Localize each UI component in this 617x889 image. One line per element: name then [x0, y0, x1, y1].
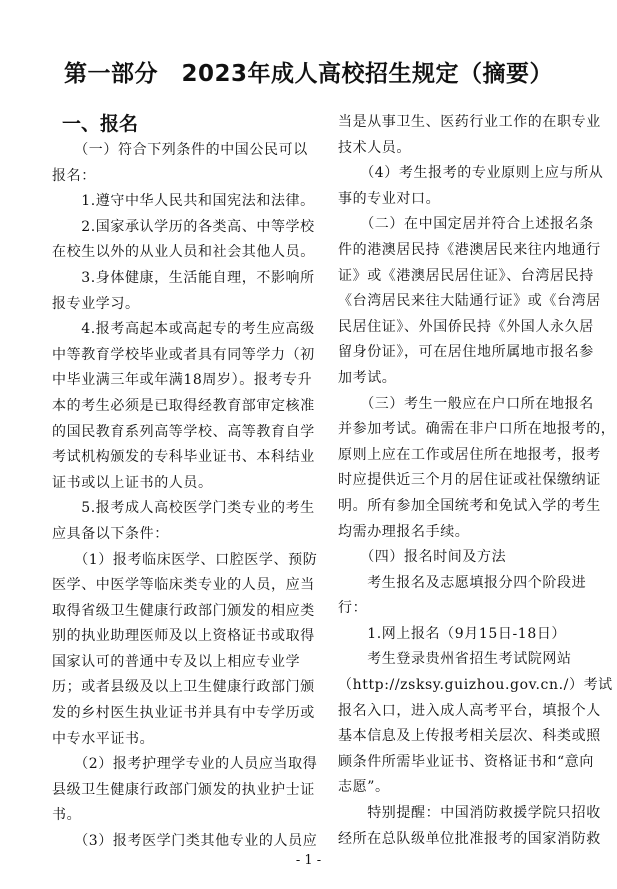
- text-line: 报名：: [52, 167, 96, 184]
- text-line: 证书或以上证书的人员。: [52, 474, 213, 491]
- text-line: 特别提醒：中国消防救援学院只招收: [338, 805, 601, 822]
- text-line: （2）报考护理学专业的人员应当取得: [52, 756, 318, 773]
- page-number: - 1 -: [295, 853, 322, 868]
- text-line: （3）报考医学门类其他专业的人员应: [52, 833, 318, 850]
- text-line: 应具备以下条件：: [52, 525, 169, 542]
- right-column: [338, 110, 616, 852]
- text-line: 并参加考试。确需在非户口所在地报考的，: [338, 421, 616, 438]
- text-line: （1）报考临床医学、口腔医学、预防: [52, 551, 318, 568]
- text-line: 医学、中医学等临床类专业的人员，应当: [52, 577, 315, 594]
- text-line: 发的乡村医生执业证书并具有中专学历或: [52, 705, 315, 722]
- text-line: 时应提供近三个月的居住证或社保缴纳证: [338, 472, 601, 489]
- text-line: 取得省级卫生健康行政部门颁发的相应类: [52, 602, 315, 619]
- text-line: 顾条件所需毕业证书、资格证书和“意向: [338, 753, 594, 770]
- text-line: 1.网上报名（9月15日-18日）: [338, 625, 567, 642]
- text-line: 报专业学习。: [52, 295, 140, 312]
- text-line: 1.遵守中华人民共和国宪法和法律。: [52, 193, 315, 210]
- text-line: 国家认可的普通中专及以上相应专业学: [52, 653, 301, 670]
- text-line: 本的考生必须是已取得经教育部审定核准: [52, 397, 315, 414]
- text-line: 当是从事卫生、医药行业工作的在职专业: [338, 114, 601, 130]
- page-title: 第一部分 2023年成人高校招生规定（摘要）: [63, 61, 553, 87]
- text-line: 2.国家承认学历的各类高、中等学校: [52, 218, 315, 235]
- text-line: 考生报名及志愿填报分四个阶段进: [338, 574, 587, 591]
- text-line: （四）报名时间及方法: [338, 549, 507, 566]
- text-line: 5.报考成人高校医学门类专业的考生: [52, 500, 315, 517]
- text-line: 县级卫生健康行政部门颁发的执业护士证: [52, 781, 315, 798]
- text-line: 均需办理报名手续。: [338, 523, 470, 540]
- text-line: 别的执业助理医师及以上资格证书或取得: [52, 628, 315, 645]
- text-line: 考试机构颁发的专科毕业证书、本科结业: [52, 449, 315, 466]
- text-line: 的国民教育系列高等学校、高等教育自学: [52, 423, 315, 440]
- text-line: 技术人员。: [338, 139, 411, 156]
- right-column-text: [338, 110, 616, 852]
- text-line: 明。所有参加全国统考和免试入学的考生: [338, 497, 601, 514]
- left-column: [52, 110, 318, 855]
- text-line: 4.报考高起本或高起专的考生应高级: [52, 321, 315, 338]
- text-line: 书。: [52, 807, 82, 824]
- text-line: 《台湾居民来往大陆通行证》或《台湾居: [338, 293, 601, 310]
- section-heading: 一、报名: [62, 113, 139, 135]
- text-line: 原则上应在工作或居住所在地报考，报考: [338, 446, 601, 463]
- text-line: 志愿”。: [338, 779, 390, 796]
- text-line: 经所在总队级单位批准报考的国家消防救: [338, 830, 601, 847]
- text-line: 3.身体健康，生活能自理，不影响所: [52, 269, 315, 286]
- text-line: 事的专业对口。: [338, 190, 441, 207]
- text-line: （http://zsksy.guizhou.gov.cn./）考试: [338, 677, 613, 694]
- text-line: （4）考生报考的专业原则上应与所从: [338, 165, 604, 182]
- text-line: 中专水平证书。: [52, 730, 155, 747]
- text-line: 中毕业满三年或年满18周岁）。报考专升: [52, 372, 313, 389]
- text-line: （一）符合下列条件的中国公民可以: [52, 142, 308, 158]
- text-line: 在校生以外的从业人员和社会其他人员。: [52, 244, 315, 261]
- text-line: 基本信息及上传报考相关层次、科类或照: [338, 728, 601, 745]
- left-column-text: [52, 138, 318, 855]
- text-line: 报名入口，进入成人高考平台，填报个人: [338, 702, 601, 719]
- text-line: 考生登录贵州省招生考试院网站: [338, 651, 572, 668]
- text-line: 加考试。: [338, 369, 397, 386]
- text-line: 件的港澳居民持《港澳居民来往内地通行: [338, 241, 601, 258]
- text-line: 证》或《港澳居民居住证》、台湾居民持: [338, 267, 594, 284]
- text-line: 中等教育学校毕业或者具有同等学力（初: [52, 346, 315, 363]
- text-line: 民居住证》、外国侨民持《外国人永久居: [338, 318, 594, 335]
- text-line: 历；或者县级及以上卫生健康行政部门颁: [52, 679, 315, 696]
- text-line: （三）考生一般应在户口所在地报名: [338, 395, 594, 412]
- text-line: （二）在中国定居并符合上述报名条: [338, 216, 594, 233]
- text-line: 行：: [338, 600, 368, 617]
- text-line: 留身份证》，可在居住地所属地市报名参: [338, 344, 594, 361]
